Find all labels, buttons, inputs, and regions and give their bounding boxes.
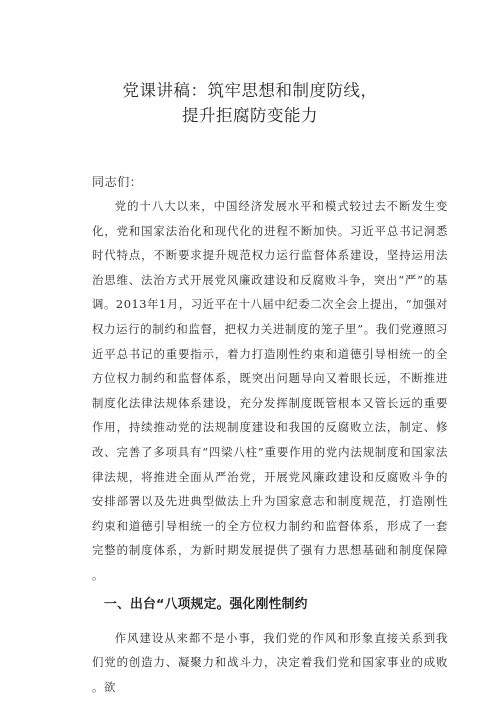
document-title bbox=[52, 78, 448, 128]
body-paragraph-1: 党的十八大以来，中国经济发展水平和模式较过去不断发生变化，党和国家法治化和现代化的进程不断加快。习近平总书记洞悉时代特点，不断要求提升规范权力运行监督体系建设，坚持运用法治思维、法治方式开展党风廉政建设和反腐败斗争，突出“严”的基调。2013年1月，习近平在十八届中纪委二次全会上提出，“加强对权力运行的制约和监督，把权力关进制度的笼子里”。我们党遵照习近平总书记的重要指示，着力打造刚性约束和道德引导相统一的全方位权力制约和监督体系，既突出问题导向又着眼长远，不断推进制度化法律法规体系建设，充分发挥制度既管根本又管长远的重要作用，持续推动党的法规制度建设和我国的反腐败立法，制定、修改、完善了多项具有“四梁八柱”重要作用的党内法规制度和国家法律法规，将推进全面从严治党，开展党风廉政建设和反腐败斗争的安排部署以及先进典型做法上升为国家意志和制度规范，打造刚性约束和道德引导相统一的全方位权力制约和监督体系，形成了一套完整的制度体系，为新时期发展提供了强有力思想基础和制度保障。 bbox=[92, 199, 448, 582]
title-line-1: 党课讲稿：筑牢思想和制度防线， bbox=[122, 81, 378, 100]
title-line-2: 提升拒腐防变能力 bbox=[182, 106, 318, 125]
salutation: 同志们： bbox=[92, 175, 143, 189]
section-heading-1: 一、出台“八项规定。强化刚性制约 bbox=[104, 596, 308, 612]
body-paragraph-2: 作风建设从来都不是小事，我们党的作风和形象直接关系到我们党的创造力、凝聚力和战斗力，决定着我们党和国家事业的成败。欲 bbox=[92, 630, 448, 694]
